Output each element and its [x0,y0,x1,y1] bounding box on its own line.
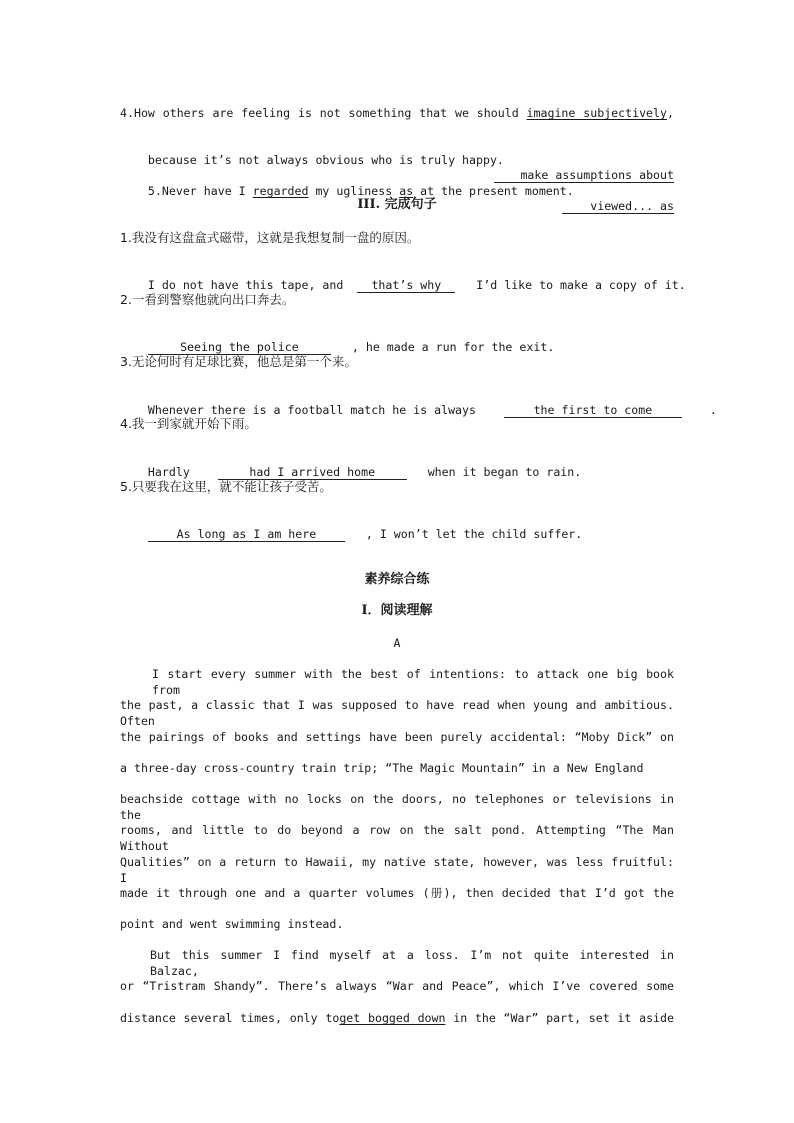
vocab-item-5-underlined: regarded [252,184,309,198]
reading-section-title: I．阅读理解 [361,603,433,618]
section-title: III. 完成句子 [357,197,437,212]
passage-line: rooms, and little to do beyond a row on the salt pond. Attempting “The Man Without [120,823,674,853]
passage-text: in the “War” part, set it aside [445,1011,674,1025]
question-text: , he made a run for the exit. [351,340,555,354]
passage-line: I start every summer with the best of intentions: to attack one big book from [152,667,674,697]
answer-blank [504,403,682,418]
vocab-item-5-text: my ugliness [308,184,400,198]
passage-line: the past, a classic that I was supposed to have read when young and ambitious. Often [120,698,674,728]
passage-text: distance several times, only to [120,1011,340,1025]
passage-line: point and went swimming instead. [120,917,344,931]
passage-line: beachside cottage with no locks on the doors, no telephones or televisions in the [120,792,674,822]
vocab-item-4-line2-text: because it’s not always obvious who is truly happy. [147,153,504,167]
answer-text: viewed... as [590,199,674,213]
answer-text: had I arrived home [249,465,376,479]
vocab-item-4-underlined: imagine subjectively [526,106,667,120]
vocab-item-5-text: at the present moment. [413,184,574,198]
answer-blank [357,278,455,293]
passage-underlined: get bogged down [339,1011,446,1025]
answer-blank [148,340,331,355]
answer-text: make assumptions about [520,168,674,182]
question-text: I’d like to make a copy of it. [476,278,686,292]
answer-blank [148,527,345,542]
passage-label: A [393,636,401,650]
vocab-item-4 [120,105,674,121]
question-text: . [709,403,717,417]
passage-line: the pairings of books and settings have been purely accidental: “Moby Dick” on [120,730,674,744]
passage-line: But this summer I find myself at a loss. I’m not quite interested in Balzac, [150,948,674,978]
vocab-item-4-punct: , [667,106,674,120]
question-zh: 5.只要我在这里，就不能让孩子受苦。 [120,479,332,494]
question-text: when it began to rain. [427,465,582,479]
passage-line [120,1010,674,1026]
passage-line: Qualities” on a return to Hawaii, my native state, however, was less fruitful: I [120,855,674,885]
question-text: Hardly [147,465,190,479]
question-en [120,510,582,558]
question-text: Whenever there is a football match he is always [147,403,476,417]
question-text: I do not have this tape, and [147,278,344,292]
passage-line: made it through one and a quarter volumes (册), then decided that I’d got the [120,886,674,900]
question-zh: 2.一看到警察他就向出口奔去。 [120,292,295,307]
question-zh: 3.无论何时有足球比赛，他总是第一个来。 [120,354,357,369]
question-zh: 1.我没有这盘盒式磁带，这就是我想复制一盘的原因。 [120,230,420,245]
passage-line: or “Tristram Shandy”. There’s always “War and Peace”, which I’ve covered some [120,979,674,993]
answer-text: Seeing the police [180,340,299,354]
answer-text: As long as I am here [176,527,317,541]
answer-text: the first to come [533,403,653,417]
passage-line: a three-day cross-country train trip; “The Magic Mountain” in a New England [120,761,644,775]
vocab-item-5-underlined: as [399,184,414,198]
question-zh: 4.我一到家就开始下雨。 [120,416,257,431]
vocab-item-4-text: 4.How others are feeling is not something that we should [120,106,527,120]
question-text: , I won’t let the child suffer. [365,527,583,541]
answer-text: that’s why [371,278,442,292]
vocab-item-5-text: 5.Never have I [147,184,253,198]
practice-title: 素养综合练 [364,572,430,587]
answer-blank [218,465,407,480]
